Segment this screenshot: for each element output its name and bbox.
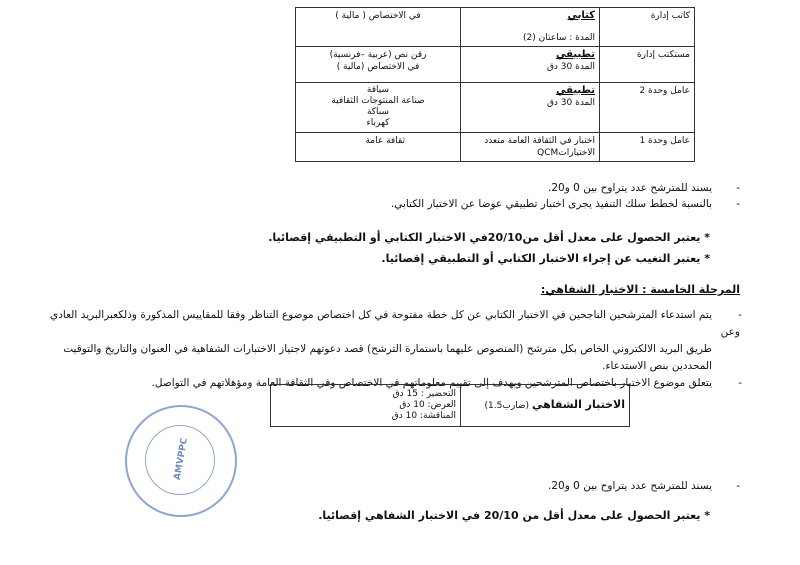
rule-note: * يعتبر الحصول على معدل أقل من 20/10 في الاختبار الشفاهي إقصائيا. (318, 509, 710, 522)
exam-content: كهرباء (366, 118, 390, 128)
oral-exam-coef: (ضارب1.5) (484, 401, 530, 411)
exam-content: صناعة المنتوجات الثقافية (331, 96, 425, 106)
exam-type: اختبار في الثقافة العامة متعدد (484, 136, 595, 146)
exam-type: الاختياراتQCM (537, 148, 595, 158)
exam-content: في الاختصاص ( مالية ) (335, 11, 421, 21)
exam-table (295, 7, 695, 162)
table-row (296, 83, 695, 133)
post-cell (600, 83, 695, 133)
type-cell (461, 83, 600, 133)
content-cell (296, 8, 461, 47)
stamp-inner-ring (145, 425, 215, 495)
list-item: - بالنسبة لخطط سلك التنفيذ يجرى اختبار تطبيقي عوضا عن الاختبار الكتابي. (391, 196, 712, 212)
list-item: - يسند للمترشح عدد يتراوح بين 0 و20. (548, 478, 712, 494)
post-label: مستكتب إدارة (636, 50, 690, 60)
post-cell (600, 47, 695, 83)
type-cell (461, 47, 600, 83)
rule-note: * يعتبر التغيب عن إجراء الاختبار الكتابي أو التطبيقي إقصائيا. (381, 252, 710, 265)
paragraph-line: - يتعلق موضوع الاختبار باختصاص المترشحين ويهدف إلى تقييم معلوماتهم في الاختصاص وفي الثقافة العامة ومؤهلاتهم في التواصل. (151, 377, 742, 389)
post-label: عامل وحدة 2 (639, 86, 690, 96)
oral-exam-label: الاختبار الشفاهي (531, 398, 625, 411)
post-cell (600, 133, 695, 162)
post-label: كاتب إدارة (650, 11, 690, 21)
type-cell (461, 133, 600, 162)
rule-note: * يعتبر الحصول على معدل أقل من20/10في الاختبار الكتابي أو التطبيقي إقصائيا. (268, 231, 710, 244)
paragraph-line: - يتم استدعاء المترشحين الناجحين في الاختبار الكتابي عن كل خطة مفتوحة في كل اختصاص موضوع التناظر وفقا للمقاييس المذكورة وذلكعبرالبريد العادي وعن (50, 309, 742, 338)
stamp-text: AMVPPC (172, 437, 190, 481)
content-cell (296, 47, 461, 83)
table-row (296, 8, 695, 47)
oral-exam-table (270, 384, 630, 427)
post-label: عامل وحدة 1 (639, 136, 690, 146)
official-stamp (125, 405, 237, 517)
exam-content: ثقافة عامة (365, 136, 405, 146)
exam-content: في الاختصاص (مالية ) (336, 62, 420, 72)
exam-type: تطبيقي (556, 49, 595, 60)
oral-times-cell (271, 385, 461, 427)
oral-label-cell (461, 385, 630, 427)
post-cell (600, 8, 695, 47)
exam-duration: المدة : ساعتان (2) (523, 33, 595, 43)
table-row (271, 385, 630, 427)
type-cell (461, 8, 600, 47)
exam-type: كتابي (567, 10, 595, 21)
oral-time: العرض: 10 دق (399, 400, 456, 410)
table-row (296, 133, 695, 162)
exam-content: سباكة (366, 107, 390, 117)
exam-duration: المدة 30 دق (546, 62, 595, 72)
paragraph-line: طريق البريد الالكتروني الخاص بكل مترشح (المنصوص عليهما باستمارة الترشح) قصد دعوتهم لاجتياز الاختبارات الشفاهية في العنوان والتاريخ والتوقيت (63, 343, 712, 355)
exam-duration: المدة 30 دق (546, 98, 595, 108)
oral-time: المناقشة: 10 دق (391, 411, 456, 421)
exam-type: تطبيقي (556, 85, 595, 96)
section-title: المرحلة الخامسة : الاختبار الشفاهي: (540, 283, 740, 296)
content-cell (296, 83, 461, 133)
paragraph-line: المحددين بنص الاستدعاء. (602, 360, 712, 372)
oral-time: التحضير : 15 دق (392, 389, 456, 399)
paragraph (50, 307, 740, 392)
list-item: - يسند للمترشح عدد يتراوح بين 0 و20. (548, 180, 712, 196)
exam-content: رقن نص (عربية –فرنسية) (329, 50, 427, 60)
table-row (296, 47, 695, 83)
exam-content: سياقة (366, 85, 390, 95)
content-cell (296, 133, 461, 162)
